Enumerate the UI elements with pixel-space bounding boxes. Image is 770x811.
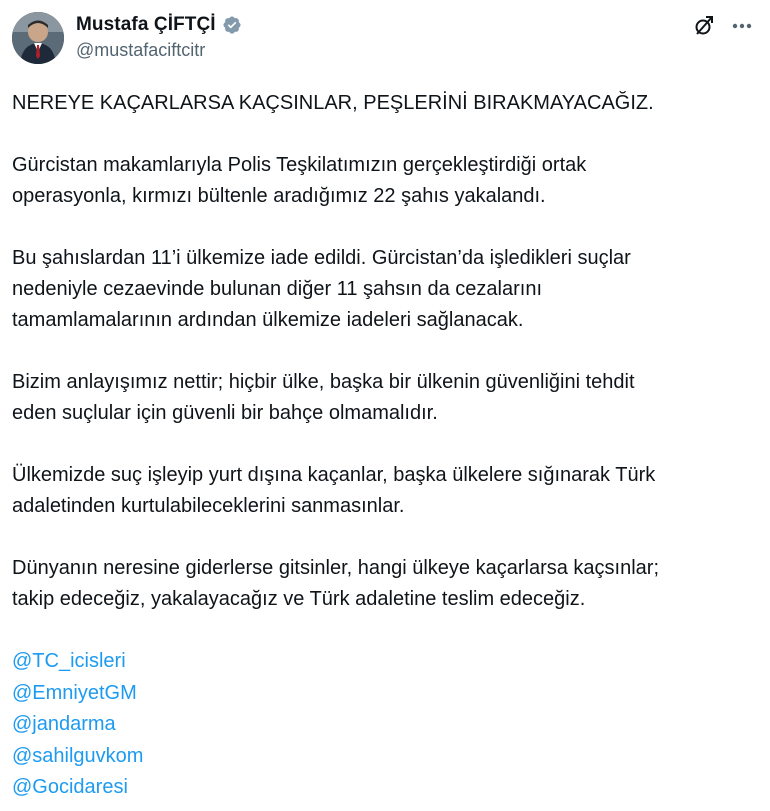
mention-link-sahilguvkom[interactable]: @sahilguvkom — [12, 744, 144, 767]
mention-list — [12, 646, 762, 804]
avatar[interactable] — [12, 12, 64, 64]
tweet-body — [12, 88, 762, 804]
mention-link-jandarma[interactable]: @jandarma — [12, 713, 116, 735]
mention-link-gocidaresi[interactable]: @Gocidaresi — [12, 776, 128, 798]
tweet-paragraph: Ülkemizde suç işleyip yurt dışına kaçanlar, başka ülkelere sığınarak Türk adaletinden kurtulabileceklerini sanmasınlar. — [12, 464, 656, 517]
verified-badge-icon — [222, 15, 242, 35]
tweet-header — [0, 0, 770, 80]
author-display-name[interactable]: Mustafa ÇİFTÇİ — [76, 14, 216, 35]
tweet-paragraph: Gürcistan makamlarıyla Polis Teşkilatımızın gerçekleştirdiği ortak operasyonla, kırmızı bültenle aradığımız 22 şahıs yakalandı. — [12, 154, 587, 207]
more-options-icon[interactable] — [729, 14, 755, 38]
tweet-paragraph: Dünyanın neresine giderlerse gitsinler, hangi ülkeye kaçarlarsa kaçsınlar; takip edeceğiz, yakalayacağız ve Türk adaletine teslim edeceğiz. — [12, 557, 660, 610]
grok-icon[interactable] — [692, 14, 716, 38]
author-name-row — [76, 14, 242, 36]
tweet-paragraph: Bizim anlayışımız nettir; hiçbir ülke, başka bir ülkenin güvenliğini tehdit eden suçlular için güvenli bir bahçe olmamalıdır. — [12, 371, 635, 424]
mention-link-tc-icisleri[interactable]: @TC_icisleri — [12, 650, 126, 672]
author-handle[interactable]: @mustafaciftcitr — [76, 40, 206, 60]
mention-link-emniyetgm[interactable]: @EmniyetGM — [12, 681, 137, 704]
tweet-headline: NEREYE KAÇARLARSA KAÇSINLAR, PEŞLERİNİ BIRAKMAYACAĞIZ. — [12, 92, 654, 114]
tweet-paragraph: Bu şahıslardan 11’i ülkemize iade edildi. Gürcistan’da işledikleri suçlar nedeniyle cezaevinde bulunan diğer 11 şahsın da cezalarını tamamlamalarının ardından ülkemize iadeleri sağlanacak. — [12, 247, 631, 331]
